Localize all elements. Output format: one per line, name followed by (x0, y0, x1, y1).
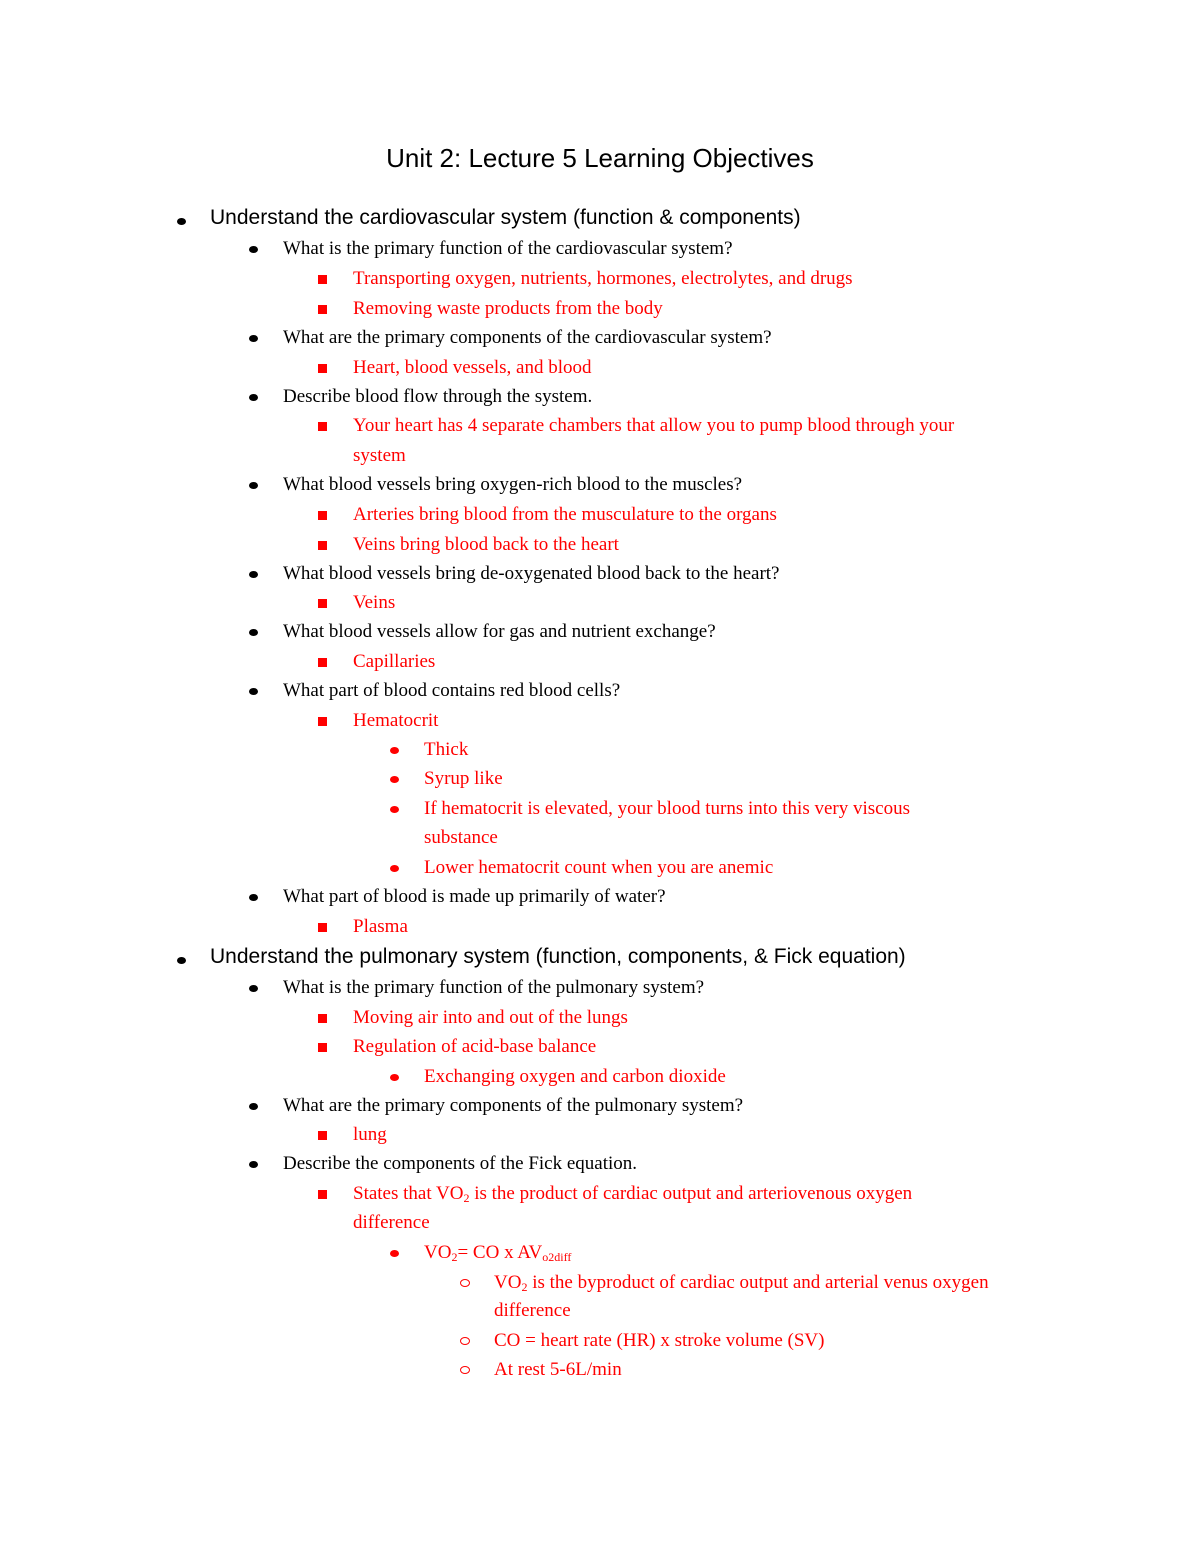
bullet-ring-icon (460, 1337, 470, 1345)
bullet-dot-icon (177, 218, 186, 225)
bullet-square-icon (318, 305, 327, 314)
bullet-dot-icon (177, 957, 186, 964)
bullet-square-icon (318, 1043, 327, 1052)
bullet-square-icon (318, 658, 327, 667)
bullet-square-icon (318, 717, 327, 726)
document-page: Unit 2: Lecture 5 Learning Objectives Understand the cardiovascular system (function & components) What is the primary function of the cardiovascular system? Transporting oxygen, nutrients, hormones, electrolytes, and drugs Removing waste products from the body What are the primary components of the cardiovascular system? Heart, blood vessels, and blood Describe blood flow through the system. Your heart has 4 separate chambers that allow you to pump blood through your system What blood vessels bring oxygen-rich blood to the muscles? Arteries bring blood from the musculature to the organs Veins bring blood back to the heart What blood vessels bring de-oxygenated blood back to the heart? Veins What blood vessels allow for gas and nutrient exchange? Capillaries What part of blood contains red blood cells? Hematocrit Thick Syrup like If hematocrit is elevated, your blood turns into this very viscous substance Lower hematocrit count when you are anemic What part of blood is made up primarily of water? Plasma Understand the pulmonary system (function, components, & Fick equation) What is the primary function of the pulmonary system? Moving air into and out of the lungs Regulation of acid-base balance Exchanging oxygen and carbon dioxide What are the primary components of the pulmonary system? lung Describe the components of the Fick equation. States that $VO_2$ is the product of cardiac output and arteriovenous oxygen difference $VO_2=$ CO x $AV_{o2diff}$ $VO_2$ is the byproduct of cardiac output and arterial venus oxygen difference CO = heart rate (HR) x stroke volume (SV) At rest 5-6L/min (0, 0, 1200, 1553)
bullet-square-icon (318, 541, 327, 550)
bullet-dot-icon (249, 482, 258, 489)
bullet-dot-icon (249, 688, 258, 695)
bullet-square-icon (318, 1014, 327, 1023)
bullet-dot-icon (249, 246, 258, 253)
bullet-dot-icon (249, 629, 258, 636)
bullet-square-icon (318, 422, 327, 431)
bullet-dot-icon (390, 776, 399, 783)
bullet-dot-icon (249, 571, 258, 578)
bullet-square-icon (318, 364, 327, 373)
bullet-ring-icon (460, 1366, 470, 1374)
bullet-dot-icon (249, 985, 258, 992)
bullet-dot-icon (390, 1250, 399, 1257)
bullet-dot-icon (249, 894, 258, 901)
bullet-dot-icon (249, 1103, 258, 1110)
bullet-square-icon (318, 1131, 327, 1140)
bullet-dot-icon (390, 865, 399, 872)
bullet-dot-icon (249, 1161, 258, 1168)
bullet-square-icon (318, 511, 327, 520)
bullet-ring-icon (460, 1279, 470, 1287)
bullet-dot-icon (249, 394, 258, 401)
bullet-dot-icon (390, 747, 399, 754)
bullet-square-icon (318, 599, 327, 608)
bullet-square-icon (318, 1190, 327, 1199)
bullet-square-icon (318, 923, 327, 932)
bullet-square-icon (318, 275, 327, 284)
bullet-dot-icon (390, 1074, 399, 1081)
page-title: Unit 2: Lecture 5 Learning Objectives (386, 143, 814, 173)
bullet-dot-icon (249, 335, 258, 342)
bullet-dot-icon (390, 806, 399, 813)
